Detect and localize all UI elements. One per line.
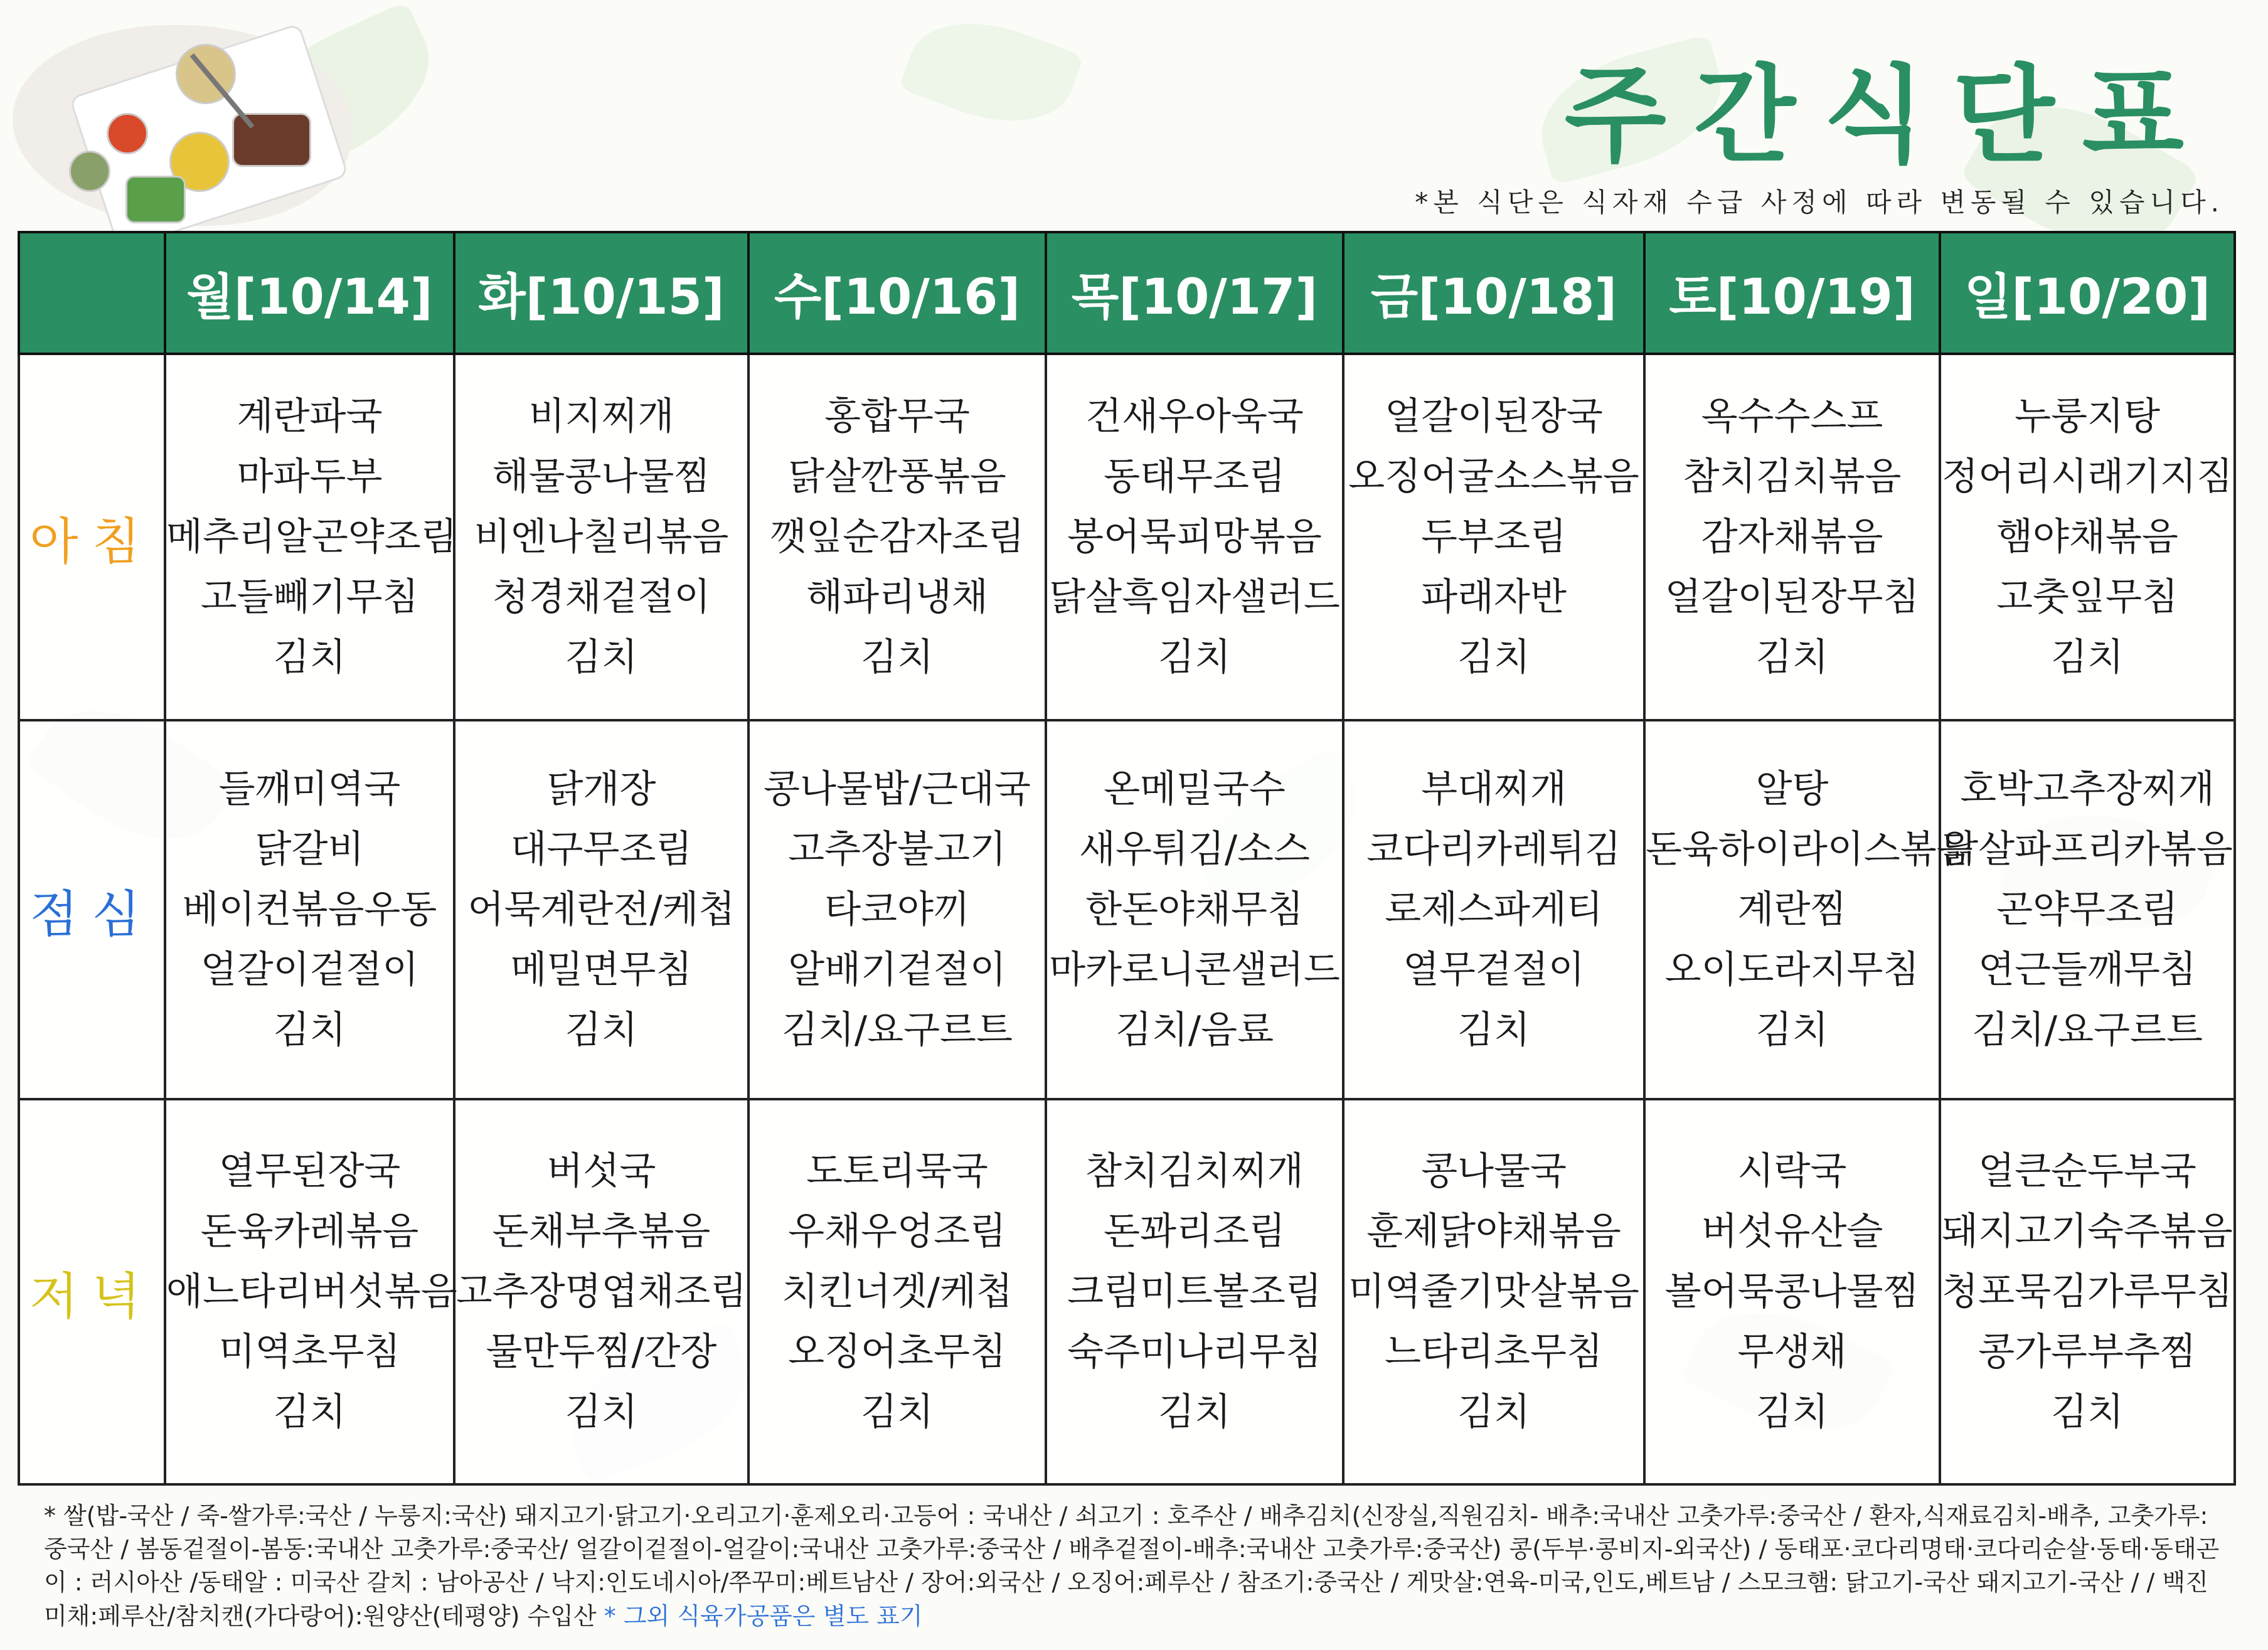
menu-cell [454, 354, 748, 720]
meal-label: 점심 [19, 720, 165, 1099]
dish-item: 어묵계란전/케첩 [467, 888, 735, 932]
dish-item: 김치 [1158, 1390, 1231, 1434]
dish-item: 닭개장 [546, 767, 656, 811]
dish-item: 닭살흑임자샐러드 [1049, 575, 1340, 619]
dish-item: 김치 [273, 1008, 346, 1052]
day-header: 화[10/15] [454, 232, 748, 354]
dish-item: 김치 [1457, 1390, 1530, 1434]
dish-list [1344, 1149, 1643, 1434]
dish-item: 콩가루부추찜 [1978, 1330, 2196, 1374]
dish-item: 김치 [1755, 1390, 1829, 1434]
dish-item: 열무겉절이 [1403, 948, 1585, 992]
dish-item: 물만두찜/간장 [486, 1330, 717, 1374]
dish-list [1941, 1149, 2233, 1434]
dish-item: 비지찌개 [528, 395, 674, 439]
dish-item: 해물콩나물찜 [492, 455, 711, 499]
dish-item: 오이도라지무침 [1664, 948, 1920, 992]
dish-list [750, 395, 1045, 679]
dish-item: 콩나물밥/근대국 [764, 767, 1031, 811]
dish-item: 연근들깨무침 [1978, 948, 2196, 992]
dish-item: 얼갈이된장국 [1385, 395, 1603, 439]
dish-item: 햄야채볶음 [1996, 515, 2178, 559]
dish-item: 도토리묵국 [806, 1149, 988, 1193]
dish-list [1646, 395, 1939, 679]
dish-item: 김치 [565, 636, 638, 679]
dish-list [1047, 395, 1342, 679]
dish-item: 한돈야채무침 [1085, 888, 1304, 932]
dish-item: 미역초무침 [218, 1330, 401, 1374]
dish-item: 무생채 [1737, 1330, 1847, 1374]
dish-item: 열무된장국 [218, 1149, 401, 1193]
dish-item: 숙주미나리무침 [1067, 1330, 1322, 1374]
dish-item: 훈제닭야채볶음 [1366, 1210, 1621, 1253]
dish-item: 두부조림 [1421, 515, 1567, 559]
menu-cell [165, 1099, 457, 1484]
dish-list [1344, 395, 1643, 679]
header-corner [19, 232, 165, 354]
meal-label: 아침 [19, 354, 165, 720]
menu-cell [748, 1099, 1046, 1484]
dish-item: 온메밀국수 [1104, 767, 1286, 811]
menu-cell [1644, 1099, 1940, 1484]
menu-cell [1644, 354, 1940, 720]
dish-item: 옥수수스프 [1701, 395, 1883, 439]
menu-cell [1046, 1099, 1343, 1484]
dish-item: 닭갈비 [255, 828, 365, 871]
menu-cell [1644, 720, 1973, 1099]
dish-item: 청포묵김가루무침 [1942, 1270, 2233, 1314]
dish-item: 오징어초무침 [788, 1330, 1006, 1374]
dish-item: 김치 [2051, 1390, 2124, 1434]
dish-item: 얼갈이겉절이 [200, 948, 419, 992]
dish-item: 참치김치찌개 [1085, 1149, 1304, 1193]
dish-item: 김치/음료 [1115, 1008, 1274, 1052]
day-header: 목[10/17] [1046, 232, 1343, 354]
dish-item: 고추장불고기 [788, 828, 1006, 871]
dish-item: 시락국 [1737, 1149, 1847, 1193]
menu-cell [748, 720, 1046, 1099]
dish-item: 마카로니콘샐러드 [1049, 948, 1340, 992]
dish-item: 김치 [273, 636, 346, 679]
dish-item: 느타리초무침 [1385, 1330, 1603, 1374]
dish-item: 건새우아욱국 [1085, 395, 1304, 439]
dish-item: 베이컨볶음우동 [182, 888, 437, 932]
dish-list [455, 1149, 747, 1434]
dish-item: 돈꽈리조림 [1104, 1210, 1286, 1253]
dish-item: 돈육하이라이스볶음 [1646, 828, 1973, 871]
dish-item: 정어리시래기지짐 [1942, 455, 2233, 499]
day-header: 월[10/14] [165, 232, 454, 354]
meal-row [19, 354, 2235, 720]
meal-row [19, 1099, 2235, 1484]
menu-cell [1940, 1099, 2235, 1484]
dish-item: 얼큰순두부국 [1978, 1149, 2196, 1193]
dish-item: 오징어굴소스볶음 [1348, 455, 1639, 499]
dish-item: 감자채볶음 [1701, 515, 1883, 559]
dish-item: 미역줄기맛살볶음 [1348, 1270, 1639, 1314]
dish-list [1047, 767, 1342, 1052]
dish-item: 콩나물국 [1421, 1149, 1567, 1193]
dish-list [1941, 767, 2233, 1052]
menu-cell [165, 354, 457, 720]
dish-item: 돈채부추볶음 [492, 1210, 711, 1253]
dish-item: 돼지고기숙주볶음 [1942, 1210, 2233, 1253]
dish-item: 계란찜 [1737, 888, 1847, 932]
dish-item: 김치 [273, 1390, 346, 1434]
dish-item: 볼어묵콩나물찜 [1664, 1270, 1920, 1314]
dish-item: 비엔나칠리볶음 [474, 515, 729, 559]
day-header: 토[10/19] [1644, 232, 1940, 354]
dish-item: 얼갈이된장무침 [1664, 575, 1920, 619]
day-header: 금[10/18] [1343, 232, 1644, 354]
menu-cell [165, 720, 454, 1099]
dish-item: 돈육카레볶음 [200, 1210, 419, 1253]
dish-list [1941, 395, 2233, 679]
menu-cell [1343, 720, 1644, 1099]
food-photo [13, 19, 364, 226]
dish-item: 김치 [1457, 636, 1530, 679]
leaf-decoration [898, 0, 1084, 144]
dish-item: 알배기겉절이 [788, 948, 1006, 992]
dish-list [1646, 767, 1973, 1052]
dish-list [166, 395, 457, 679]
dish-list [166, 1149, 457, 1434]
day-header: 일[10/20] [1940, 232, 2235, 354]
dish-list [166, 767, 453, 1052]
dish-item: 고춧잎무침 [1996, 575, 2178, 619]
dish-item: 고들빼기무침 [200, 575, 419, 619]
dish-item: 곤약무조림 [1996, 888, 2178, 932]
dish-item: 들깨미역국 [218, 767, 401, 811]
day-header-row [19, 232, 2235, 354]
dish-list [1646, 1149, 1939, 1434]
dish-item: 파래자반 [1421, 575, 1567, 619]
dish-list [1047, 1149, 1342, 1434]
dish-item: 대구무조림 [510, 828, 693, 871]
menu-cell [748, 354, 1046, 720]
menu-cell [1046, 720, 1343, 1099]
menu-cell [1940, 354, 2235, 720]
dish-item: 누룽지탕 [2015, 395, 2160, 439]
menu-change-notice: *본 식단은 식자재 수급 사정에 따라 변동될 수 있습니다. [1415, 187, 2224, 218]
dish-item: 김치 [1755, 636, 1829, 679]
dish-item: 깻잎순감자조림 [770, 515, 1025, 559]
dish-item: 고추장명엽채조림 [455, 1270, 747, 1314]
dish-item: 김치/요구르트 [1972, 1008, 2203, 1052]
dish-item: 마파두부 [237, 455, 383, 499]
dish-list [455, 395, 747, 679]
dish-item: 홍합무국 [824, 395, 970, 439]
dish-item: 메밀면무침 [510, 948, 693, 992]
dish-item: 김치 [565, 1008, 638, 1052]
day-header: 수[10/16] [748, 232, 1046, 354]
dish-item: 김치 [1755, 1008, 1829, 1052]
page-title: 주간식단표 [1564, 54, 2212, 177]
dish-item: 계란파국 [237, 395, 383, 439]
dish-list [750, 767, 1045, 1052]
dish-item: 김치 [565, 1390, 638, 1434]
meal-row [19, 720, 2235, 1099]
dish-item: 부대찌개 [1421, 767, 1567, 811]
dish-item: 우채우엉조림 [788, 1210, 1006, 1253]
origin-footnote [44, 1499, 2227, 1633]
menu-cell [1046, 354, 1343, 720]
dish-item: 알탕 [1755, 767, 1829, 811]
dish-item: 청경채겉절이 [492, 575, 711, 619]
dish-item: 닭살파프리카볶음 [1942, 828, 2233, 871]
dish-item: 치킨너겟/케첩 [782, 1270, 1013, 1314]
dish-item: 타코야끼 [824, 888, 970, 932]
dish-list [1344, 767, 1643, 1052]
dish-item: 로제스파게티 [1385, 888, 1603, 932]
menu-cell [454, 720, 748, 1099]
dish-item: 김치 [2051, 636, 2124, 679]
dish-item: 애느타리버섯볶음 [166, 1270, 457, 1314]
dish-item: 해파리냉채 [806, 575, 988, 619]
dish-item: 코다리카레튀김 [1366, 828, 1621, 871]
menu-cell [454, 1099, 748, 1484]
dish-item: 닭살깐풍볶음 [788, 455, 1006, 499]
dish-item: 크림미트볼조림 [1067, 1270, 1322, 1314]
dish-list [455, 767, 747, 1052]
dish-item: 김치/요구르트 [782, 1008, 1013, 1052]
processed-meat-note: * 그외 식육가공품은 별도 표기 [604, 1602, 923, 1630]
menu-cell [1343, 1099, 1644, 1484]
weekly-menu-table [18, 231, 2236, 1486]
dish-item: 김치 [1158, 636, 1231, 679]
dish-list [750, 1149, 1045, 1434]
dish-item: 김치 [861, 1390, 934, 1434]
menu-cell [1940, 720, 2235, 1099]
origin-text: * 쌀(밥-국산 / 죽-쌀가루:국산 / 누룽지:국산) 돼지고기·닭고기·오리고기·훈제오리·고등어 : 국내산 / 쇠고기 : 호주산 / 배추김치(신장실,직원김치- 배추:국내산 고춧가루:중국산 / 환자,식재료김치-배추, 고춧가루:중국산 / 봄동겉절이-봄동:국내산 고춧가루:중국산/ 얼갈이겉절이-얼갈이:국내산 고춧가루:중국산 / 배추겉절이-배추:국내산 고춧가루:중국산) 콩(두부·콩비지-외국산) / 동태포·코다리명태·코다리순살·동태·동태곤이 : 러시아산 /동태알 : 미국산 갈치 : 남아공산 / 낙지:인도네시아/쭈꾸미:베트남산 / 장어:외국산 / 오징어:페루산 / 참조기:중국산 / 게맛살:연육-미국,인도,베트남 / 스모크햄: 닭고기-국산 돼지고기-국산 / / 백진미채:페루산/참치캔(가다랑어):원양산(테평양) 수입산 [44, 1502, 2220, 1630]
dish-item: 버섯국 [546, 1149, 656, 1193]
dish-item: 김치 [1457, 1008, 1530, 1052]
dish-item: 버섯유산슬 [1701, 1210, 1883, 1253]
dish-item: 동태무조림 [1104, 455, 1286, 499]
dish-item: 새우튀김/소스 [1079, 828, 1310, 871]
menu-cell [1343, 354, 1644, 720]
meal-label: 저녁 [19, 1099, 165, 1484]
dish-item: 김치 [861, 636, 934, 679]
dish-item: 봉어묵피망볶음 [1067, 515, 1322, 559]
dish-item: 호박고추장찌개 [1960, 767, 2215, 811]
dish-item: 참치김치볶음 [1683, 455, 1902, 499]
dish-item: 메추리알곤약조림 [166, 515, 457, 559]
